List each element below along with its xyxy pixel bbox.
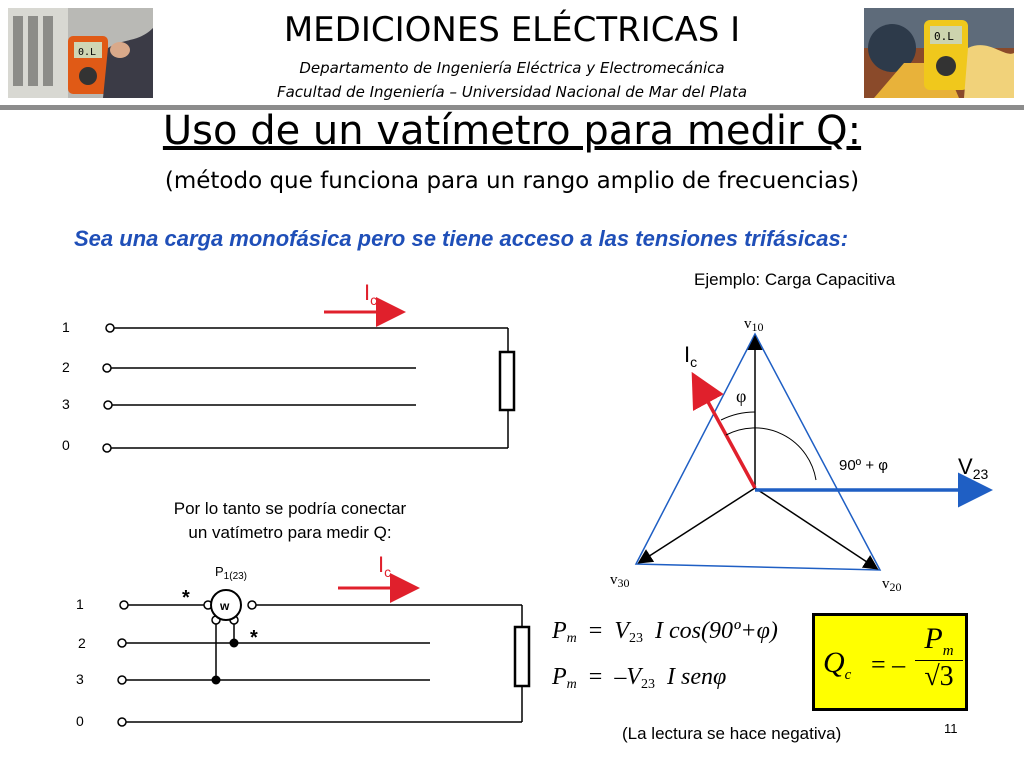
terminal-0 (103, 444, 111, 452)
wattmeter-label: $P_{1(23)}$ (215, 564, 248, 582)
conclusion-line-1: Por lo tanto se podría conectar (173, 499, 407, 518)
phi-label: φ (736, 386, 747, 406)
phi-arc (721, 412, 755, 420)
department-name: Departamento de Ingeniería Eléctrica y Electromecánica (299, 59, 725, 77)
angle-arc (726, 428, 816, 480)
terminal-3-label: 3 (62, 396, 70, 412)
terminal-0-bottom (118, 718, 126, 726)
junction-node-3 (212, 676, 221, 685)
intro-text: Sea una carga monofásica pero se tiene acceso a las tensiones trifásicas: (74, 226, 849, 251)
terminal-1 (106, 324, 114, 332)
v23-label: $V_{23}$ (958, 454, 989, 482)
load-resistor-bottom (515, 627, 529, 686)
q-fraction (915, 622, 963, 693)
v20-label: $v_{20}$ (882, 576, 902, 594)
terminal-2 (103, 364, 111, 372)
phasor-diagram (600, 300, 1010, 605)
terminal-2-label: 2 (62, 359, 70, 375)
slide-subtitle: (método que funciona para un rango amplio de frecuencias) (164, 168, 860, 194)
example-label: Ejemplo: Carga Capacitiva (694, 270, 896, 289)
reading-note: (La lectura se hace negativa) (622, 724, 842, 743)
terminal-3-label-bottom: 3 (76, 671, 84, 687)
current-label-bottom: $I_c$ (378, 552, 392, 580)
course-title: MEDICIONES ELÉCTRICAS I (283, 10, 741, 50)
wattmeter-circuit-diagram (60, 550, 550, 750)
terminal-2-label-bottom: 2 (78, 635, 86, 651)
load-circuit-diagram (50, 270, 550, 470)
v10-label: $v_{10}$ (744, 316, 764, 334)
current-label-top: $I_c$ (364, 280, 378, 308)
readout-left: 0.L (78, 47, 97, 58)
terminal-1-label-bottom: 1 (76, 596, 84, 612)
q-denominator: √3 (924, 661, 954, 692)
conclusion-text (130, 497, 450, 545)
v30-label: $v_{30}$ (610, 572, 630, 590)
q-equals: = – (871, 650, 906, 679)
junction-node-2 (230, 639, 239, 648)
v30-phasor (640, 488, 755, 562)
wattmeter-w: w (220, 599, 230, 613)
terminal-1-label: 1 (62, 319, 70, 335)
slide-title: Uso de un vatímetro para medir Q: (162, 108, 862, 154)
readout-right: 0.L (934, 30, 954, 43)
q-numerator: $P_m$ (924, 622, 954, 659)
terminal-0-label-bottom: 0 (76, 713, 84, 729)
line-voltage-triangle (636, 334, 880, 570)
terminal-0-label: 0 (62, 437, 70, 453)
terminal-1-bottom (120, 601, 128, 609)
terminal-2-bottom (118, 639, 126, 647)
reactive-power-formula-box (812, 613, 968, 711)
equation-1: $P_m = V_{23}$ I cos(90º+φ) (552, 618, 778, 646)
equation-2: $P_m = -V_{23}$ I senφ (552, 664, 727, 692)
faculty-name: Facultad de Ingeniería – Universidad Nacional de Mar del Plata (276, 83, 748, 101)
conclusion-line-2: un vatímetro para medir Q: (188, 523, 392, 542)
load-resistor-top (500, 352, 514, 410)
terminal-3 (104, 401, 112, 409)
terminal-3-bottom (118, 676, 126, 684)
polarity-star-voltage: * (250, 627, 258, 649)
polarity-star-current: * (182, 587, 190, 609)
page-number: 11 (944, 721, 958, 736)
ic-label: $I_c$ (684, 342, 698, 370)
q-symbol: $Q_c$ (823, 646, 852, 683)
angle-label: 90º + φ (839, 457, 888, 474)
